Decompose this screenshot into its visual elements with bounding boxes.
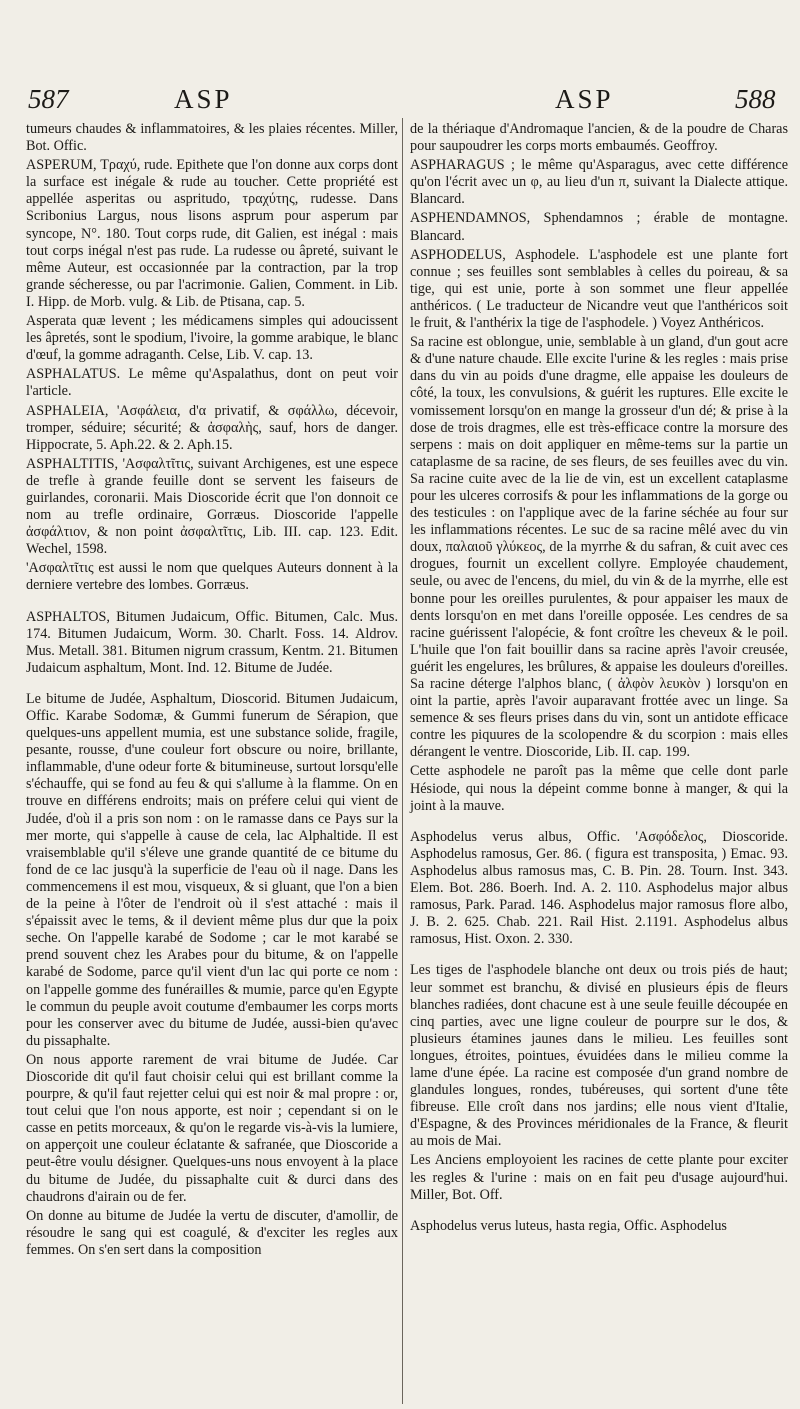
entry-asphendamnos: ASPHENDAMNOS, Sphendamnos ; érable de montagne. Blancard. bbox=[410, 210, 788, 244]
entry-aspharagus: ASPHARAGUS ; le même qu'Asparagus, avec cette différence qu'on l'écrit avec un φ, au lieu d'un π, suivant la Dialecte attique. Blancard. bbox=[410, 157, 788, 208]
right-page-number: 588 bbox=[735, 84, 776, 114]
entry-asphodelus: ASPHODELUS, Asphodele. L'asphodele est une plante fort connue ; ses feuilles sont semblables à celles du poireau, & sa tige, qui est unie, porte à son sommet une fleur appellée anthéricos. ( Le traducteur de Nicandre veut que l'anthéricos soit le fruit, & l'anthérix la tige de l'asphodele. ) Voyez Anthéricos. bbox=[410, 246, 788, 332]
paragraph-asphodele-racine: Sa racine est oblongue, unie, semblable à un gland, d'un gout acre & d'une nature chaude. Elle excite l'urine & les regles : mais prise dans du vin au poids d'une dragme, elle appaise les douleurs de côté, la toux, les convulsions, & guérit les ruptures. Elle excite le vomissement lorsqu'on en mange la grosseur d'un dé; & prise à la dose de trois dragmes, elle est très-efficace contre la morsure des serpens : mais on doit appliquer en même-tems sur la partie un cataplasme de sa racine, de ses fleurs, de ses feuilles avec du vin. Sa racine cuite avec de la lie de vin, est un excellent cataplasme pour les ulceres corrosifs & pour les inflammations de la gorge ou des testicules : on l'applique avec de la farine séchée au four sur les inflammations récentes. Le suc de sa racine mêlé avec du vin doux, παλαιοῦ γλύκεος, de la myrrhe & du safran, & cuit avec ces drogues, fournit un excellent collyre. Employée chaudement, seule, ou avec de l'encens, du miel, du vin & de la myrrhe, elle est bonne pour les oreilles purulentes, & pour appaiser les maux de dents lorsqu'on en met dans l'oreille opposée. Les cendres de sa racine guérissent l'alopécie, & font croître les cheveux & le poil. L'huile que l'on fait bouillir dans sa racine après l'avoir creusée, guérit les engelures, les brûlures, & appaise les douleurs d'oreilles. Sa racine déterge l'alphos blanc, ( ἀλφὸν λευκὸν ) lorsqu'on en oint la partie, après l'avoir auparavant frottée avec un linge. Sa semence & ses fleurs prises dans du vin, sont un antidote efficace contre les piquures de la scolopendre & du scorpion : mais elles dérangent le ventre. Dioscoride, Lib. II. cap. 199. bbox=[410, 334, 788, 761]
entry-asperum: ASPERUM, Τραχύ, rude. Epithete que l'on donne aux corps dont la surface est inégale & rude au toucher. Cette propriété est appellée asperitas ou aspritudo, τραχύτης, rudesse. Dans Scribonius Largus, nous lisons asprum pour asperum par syncope, N°. 180. Tout corps rude, dit Galien, est inégal : mais tout corps inégal n'est pas rude. La rudesse ou âpreté, suivant le même Auteur, est occasionnée par la contraction, par la trop grande sécheresse, ou par l'acrimonie. Galien, Comment. in Lib. I. Hipp. de Morb. vulg. & Lib. de Ptisana, cap. 5. bbox=[26, 157, 398, 310]
paragraph-anciens-usage: Les Anciens employoient les racines de cette plante pour exciter les regles & l'urine : mais on en fait peu d'usage aujourd'hui. Miller, Bot. Off. bbox=[410, 1152, 788, 1203]
paragraph-asphodele-hesiode: Cette asphodele ne paroît pas la même que celle dont parle Hésiode, qui nous la dépeint comme bonne à manger, & qui la joint à la mauve. bbox=[410, 763, 788, 814]
entry-continuation: tumeurs chaudes & inflammatoires, & les plaies récentes. Miller, Bot. Offic. bbox=[26, 121, 398, 155]
entry-asperata: Asperata quæ levent ; les médicamens simples qui adoucissent les âpretés, sont le spodium, l'ivoire, la gomme arabique, le blanc d'œuf, la gomme adraganth. Celse, Lib. V. cap. 13. bbox=[26, 313, 398, 364]
right-running-head: ASP bbox=[555, 84, 614, 114]
paragraph-bitume-description: Le bitume de Judée, Asphaltum, Dioscorid. Bitumen Judaicum, Offic. Karabe Sodomæ, & Gummi funerum de Sérapion, que quelques-uns appellent mumia, est une substance solide, fragile, pesante, rousse, d'une couleur fort obscure ou noire, brillante, inflammable, d'une odeur forte & bitumineuse, surtout lorsqu'elle s'échauffe, qui se fond au feu & qui s'allume à la flamme. On en trouve en différens endroits; mais on préfere celui qui vient de Judée, d'où il a pris son nom : on le ramasse dans ce Pays sur la mer morte, qui s'appelle à cause de cela, lac Alphaltide. Il est vraisemblable qu'il s'éleve une grande quantité de ce bitume du fond de ce lac jusqu'à la superficie de l'eau où il nage. Dans les commencemens il est mou, visqueux, & si gluant, que l'on a bien de la peine à l'ôter de l'endroit où il s'est attaché : mais il s'épaissit avec le tems, & il devient même plus dur que la poix seche. On l'appelle karabé de Sodome ; car le mot karabé se prend souvent chez les Arabes pour du bitume, & on l'appelle karabé de Sodome, parce qu'il vient d'un lac qui porte ce nom : on l'appelle gomme des funérailles & mumie, parce qu'en Egypte le commun du peuple avoit coutume d'embaumer les corps morts pour les conserver avec du bitume de Judée, aussi-bien qu'avec du pissaphalte. bbox=[26, 690, 398, 1049]
left-running-head: ASP bbox=[174, 84, 233, 114]
entry-asphalatus: ASPHALATUS. Le même qu'Aspalathus, dont on peut voir l'article. bbox=[26, 366, 398, 400]
paragraph-bitume-quality: On nous apporte rarement de vrai bitume de Judée. Car Dioscoride dit qu'il faut choisir celui qui est brillant comme la pourpre, & qu'il faut rejetter celui qui est noir & mal propre : or, tout celui que l'on nous apporte, est noir ; cependant si on le casse en petits morceaux, & qu'on le regarde vis-à-vis la lumiere, on apperçoit une couleur éclatante & safranée, que Dioscoride a peut-être voulu désigner. Quelques-uns nous envoyent à la place du bitume de Judée, du pissaphalte cuit & durci dans des chaudrons d'airain ou de fer. bbox=[26, 1051, 398, 1205]
entry-asphaltitis: ASPHALTITIS, 'Ασφαλτῖτις, suivant Archigenes, est une espece de trefle à grande feuille dont se servent les faiseurs de guirlandes, coronarii. Mais Dioscoride écrit que l'on donnoit ce nom au trefle ordinaire, Gorræus. Dioscoride l'appelle ἀσφάλτιον, & non point ἀσφαλτῖτις, Lib. III. cap. 123. Edit. Wechel, 1598. bbox=[26, 455, 398, 558]
entry-asphaltos: ASPHALTOS, Bitumen Judaicum, Offic. Bitumen, Calc. Mus. 174. Bitumen Judaicum, Worm. 30. Charlt. Foss. 14. Aldrov. Mus. Metall. 381. Bitumen nigrum crassum, Kentm. 21. Bitumen Judaicum asphaltum, Mont. Ind. 12. Bitume de Judée. bbox=[26, 608, 398, 676]
left-page-number: 587 bbox=[28, 84, 69, 114]
entry-asphaleia: ASPHALEIA, 'Ασφάλεια, d'α privatif, & σφάλλω, décevoir, tromper, séduire; sécurité; & ἀσφαλὴς, sauf, hors de danger. Hippocrate, 5. Aph.22. & 2. Aph.15. bbox=[26, 402, 398, 453]
entry-continuation-theriaque: de la thériaque d'Andromaque l'ancien, & de la poudre de Charas pour saupoudrer les corps morts embaumés. Geoffroy. bbox=[410, 121, 788, 155]
entry-asphodelus-verus-albus: Asphodelus verus albus, Offic. 'Ασφόδελος, Dioscoride. Asphodelus ramosus, Ger. 86. ( figura est transposita, ) Emac. 93. Asphodelus albus ramosus mas, C. B. Pin. 28. Tourn. Inst. 343. Elem. Bot. 286. Boerh. Ind. A. 2. 110. Asphodelus major albus ramosus, Park. Parad. 146. Asphodelus major ramosus flore albo, J. B. 2. 625. Chab. 221. Rail Hist. 2.1191. Asphodelus albus ramosus, Hist. Oxon. 2. 330. bbox=[410, 828, 788, 948]
paragraph-asphodele-blanche: Les tiges de l'asphodele blanche ont deux ou trois piés de haut; leur sommet est branchu, & divisé en plusieurs épis de fleurs blanches radiées, dont chacune est à une seule feuille découpée en cinq parties, avec une ligne couleur de pourpre sur le dos, & plusieurs étamines jaunes dans le milieu. Les feuilles sont longues, étroites, pointues, évuidées dans le milieu comme la lame d'une épée. La racine est composée d'un grand nombre de glandules longues, rondes, tubéreuses, qui sortent d'une tête fibreuse. Elle croît dans nos jardins; elle nous vient d'Italie, d'Espagne, & des Provinces méridionales de la France, & fleurit au mois de Mai. bbox=[410, 962, 788, 1150]
paragraph-bitume-uses: On donne au bitume de Judée la vertu de discuter, d'amollir, de résoudre le sang qui est coagulé, & d'exciter les regles aux femmes. On s'en sert dans la composition bbox=[26, 1207, 398, 1258]
column-divider bbox=[402, 118, 403, 1404]
entry-asphodelus-verus-luteus: Asphodelus verus luteus, hasta regia, Offic. Asphodelus bbox=[410, 1217, 727, 1234]
left-column bbox=[26, 121, 398, 1261]
right-column bbox=[410, 121, 788, 1237]
entry-asphaltitis-vertebra: 'Ασφαλτῖτις est aussi le nom que quelques Auteurs donnent à la derniere vertebre des lombes. Gorræus. bbox=[26, 560, 398, 594]
